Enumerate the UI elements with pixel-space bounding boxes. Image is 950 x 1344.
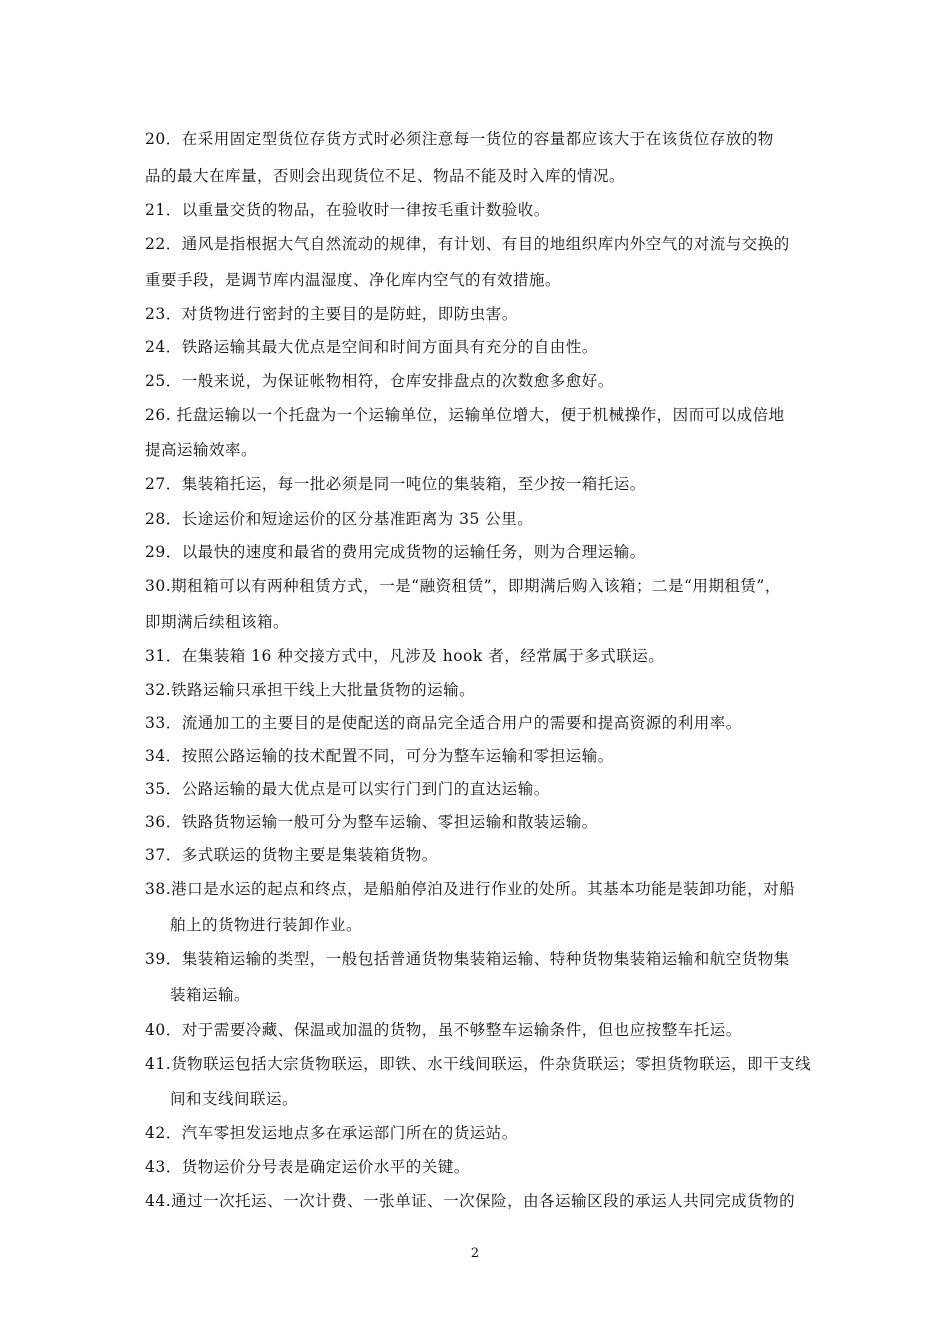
text-line: 品的最大在库量，否则会出现货位不足、物品不能及时入库的情况。 bbox=[145, 167, 626, 185]
text-line: 37．多式联运的货物主要是集装箱货物。 bbox=[145, 846, 438, 864]
text-line: 即期满后续租该箱。 bbox=[145, 613, 290, 631]
text-line: 间和支线间联运。 bbox=[170, 1090, 299, 1108]
text-line: 42．汽车零担发运地点多在承运部门所在的货运站。 bbox=[145, 1124, 518, 1142]
text-line: 33．流通加工的主要目的是使配送的商品完全适合用户的需要和提高资源的利用率。 bbox=[145, 714, 742, 732]
text-line: 提高运输效率。 bbox=[145, 441, 258, 459]
text-line: 40．对于需要冷藏、保温或加温的货物，虽不够整车运输条件，但也应按整车托运。 bbox=[145, 1021, 742, 1039]
text-line: 26. 托盘运输以一个托盘为一个运输单位，运输单位增大，便于机械操作，因而可以成倍地 bbox=[145, 406, 785, 424]
text-line: 重要手段，是调节库内温湿度、净化库内空气的有效措施。 bbox=[145, 271, 562, 289]
page-number: 2 bbox=[470, 1246, 480, 1261]
text-line: 25．一般来说，为保证帐物相符，仓库安排盘点的次数愈多愈好。 bbox=[145, 372, 614, 390]
text-line: 20．在采用固定型货位存货方式时必须注意每一货位的容量都应该大于在该货位存放的物 bbox=[145, 130, 774, 148]
text-line: 43．货物运价分号表是确定运价水平的关键。 bbox=[145, 1158, 470, 1176]
text-line: 34．按照公路运输的技术配置不同，可分为整车运输和零担运输。 bbox=[145, 747, 614, 765]
text-line: 30.期租箱可以有两种租赁方式，一是“融资租赁”，即期满后购入该箱；二是“用期租赁”， bbox=[145, 577, 781, 595]
text-line: 23．对货物进行密封的主要目的是防蛀，即防虫害。 bbox=[145, 305, 518, 323]
text-line: 36．铁路货物运输一般可分为整车运输、零担运输和散装运输。 bbox=[145, 813, 598, 831]
text-line: 39．集装箱运输的类型，一般包括普通货物集装箱运输、特种货物集装箱运输和航空货物集 bbox=[145, 950, 790, 968]
text-line: 35．公路运输的最大优点是可以实行门到门的直达运输。 bbox=[145, 780, 550, 798]
text-line: 21．以重量交货的物品，在验收时一律按毛重计数验收。 bbox=[145, 201, 550, 219]
text-line: 22．通风是指根据大气自然流动的规律，有计划、有目的地组织库内外空气的对流与交换的 bbox=[145, 235, 790, 253]
text-line: 31．在集装箱 16 种交接方式中，凡涉及 hook 者，经常属于多式联运。 bbox=[145, 647, 665, 665]
text-line: 装箱运输。 bbox=[170, 986, 251, 1004]
text-line: 44.通过一次托运、一次计费、一张单证、一次保险，由各运输区段的承运人共同完成货物的 bbox=[145, 1192, 796, 1210]
text-line: 32.铁路运输只承担干线上大批量货物的运输。 bbox=[145, 681, 476, 699]
text-line: 38.港口是水运的起点和终点，是船舶停泊及进行作业的处所。其基本功能是装卸功能，对船 bbox=[145, 880, 796, 898]
text-line: 舶上的货物进行装卸作业。 bbox=[170, 916, 363, 934]
text-line: 24．铁路运输其最大优点是空间和时间方面具有充分的自由性。 bbox=[145, 338, 598, 356]
text-line: 28．长途运价和短途运价的区分基准距离为 35 公里。 bbox=[145, 510, 534, 528]
text-line: 29．以最快的速度和最省的费用完成货物的运输任务，则为合理运输。 bbox=[145, 543, 646, 561]
text-line: 27．集装箱托运，每一批必须是同一吨位的集装箱，至少按一箱托运。 bbox=[145, 475, 646, 493]
text-line: 41.货物联运包括大宗货物联运，即铁、水干线间联运，件杂货联运；零担货物联运，即干支线 bbox=[145, 1055, 812, 1073]
